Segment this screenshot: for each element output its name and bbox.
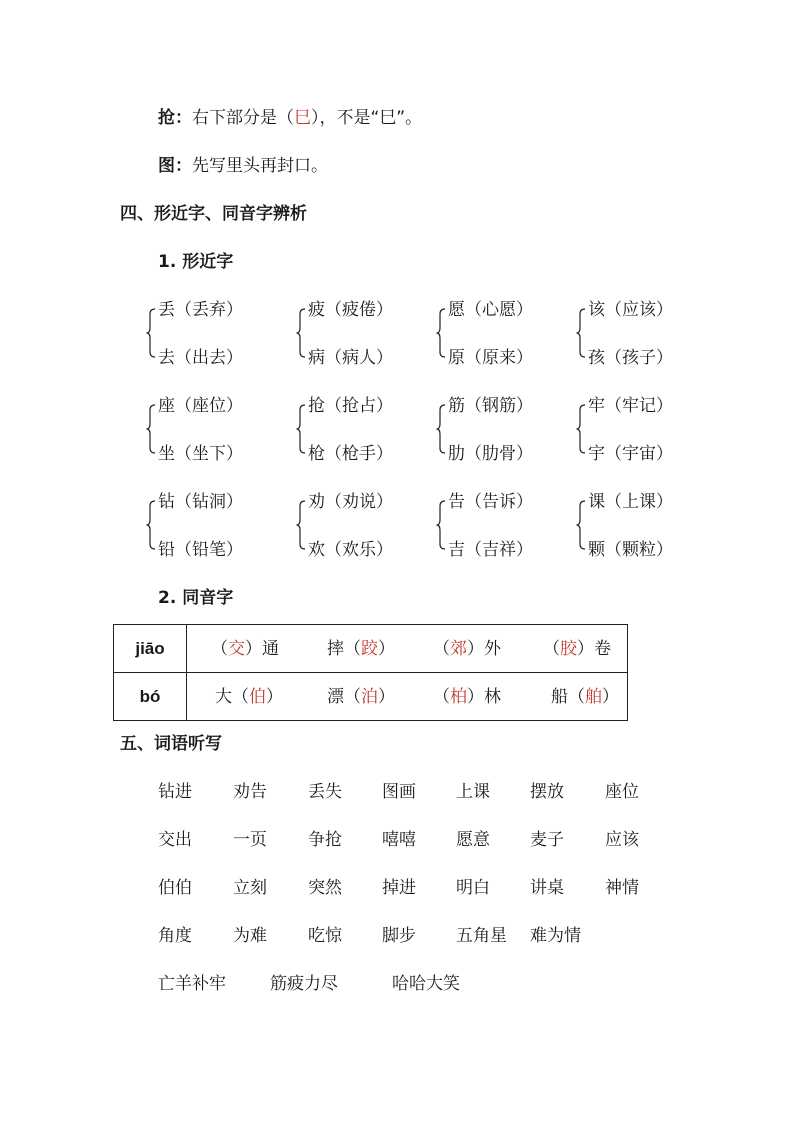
character-pair xyxy=(146,394,276,466)
character-pair xyxy=(146,298,276,370)
dictation-word: 为难 xyxy=(233,926,267,946)
dictation-word: 愿意 xyxy=(456,830,490,850)
dictation-word: 一页 xyxy=(233,830,267,850)
character-pair xyxy=(576,490,706,562)
pair-word: 原（原来） xyxy=(448,348,533,368)
character-pair xyxy=(296,490,426,562)
homophone-word: 漂（泊） xyxy=(327,687,395,707)
section-title: 五、词语听写 xyxy=(120,734,222,754)
note-text: 先写里头再封口。 xyxy=(192,156,328,176)
homophone-words xyxy=(187,673,628,721)
character-pair xyxy=(576,298,706,370)
dictation-word: 明白 xyxy=(456,878,490,898)
brace-icon xyxy=(576,500,586,550)
note-text: 右下部分是（ xyxy=(192,108,294,128)
table-row xyxy=(114,673,628,721)
pair-word: 枪（枪手） xyxy=(308,444,393,464)
pair-word: 宇（宇宙） xyxy=(588,444,673,464)
brace-icon xyxy=(146,404,156,454)
homophone-word: （交）通 xyxy=(211,639,279,659)
dictation-word: 座位 xyxy=(605,782,639,802)
character-pair xyxy=(436,490,566,562)
pair-word: 铅（铅笔） xyxy=(158,540,243,560)
dictation-word: 哈哈大笑 xyxy=(392,974,460,994)
dictation-word: 脚步 xyxy=(382,926,416,946)
note-char: 抢： xyxy=(158,108,192,128)
pair-word: 坐（坐下） xyxy=(158,444,243,464)
dictation-word: 伯伯 xyxy=(158,878,192,898)
pair-word: 丢（丢弃） xyxy=(158,300,243,320)
brace-icon xyxy=(576,308,586,358)
character-pair xyxy=(146,490,276,562)
dictation-word: 麦子 xyxy=(530,830,564,850)
dictation-word: 五角星 xyxy=(456,926,507,946)
dictation-word: 交出 xyxy=(158,830,192,850)
dictation-word: 钻进 xyxy=(158,782,192,802)
pair-word: 欢（欢乐） xyxy=(308,540,393,560)
pair-word: 告（告诉） xyxy=(448,492,533,512)
dictation-word: 筋疲力尽 xyxy=(270,974,338,994)
dictation-word: 难为情 xyxy=(530,926,581,946)
homophone-word: （胶）卷 xyxy=(543,639,611,659)
section-title: 四、形近字、同音字辨析 xyxy=(120,204,307,224)
dictation-word: 突然 xyxy=(308,878,342,898)
subsection-title: 2. 同音字 xyxy=(158,588,234,608)
pinyin-cell: bó xyxy=(114,673,187,721)
brace-icon xyxy=(436,404,446,454)
brace-icon xyxy=(146,500,156,550)
dictation-word: 摆放 xyxy=(530,782,564,802)
dictation-word: 劝告 xyxy=(233,782,267,802)
pair-word: 该（应该） xyxy=(588,300,673,320)
subsection-title: 1. 形近字 xyxy=(158,252,234,272)
dictation-word: 丢失 xyxy=(308,782,342,802)
pair-word: 牢（牢记） xyxy=(588,396,673,416)
note-text: ），不是“巳”。 xyxy=(311,108,423,128)
dictation-word: 掉进 xyxy=(382,878,416,898)
dictation-word: 上课 xyxy=(456,782,490,802)
table-row xyxy=(114,625,628,673)
character-pair xyxy=(296,298,426,370)
pair-word: 病（病人） xyxy=(308,348,393,368)
brace-icon xyxy=(296,308,306,358)
dictation-word: 吃惊 xyxy=(308,926,342,946)
dictation-word: 讲桌 xyxy=(530,878,564,898)
note-tu xyxy=(158,154,328,178)
note-qiang xyxy=(158,106,422,130)
pair-word: 座（座位） xyxy=(158,396,243,416)
character-pair xyxy=(296,394,426,466)
pair-word: 课（上课） xyxy=(588,492,673,512)
pair-word: 劝（劝说） xyxy=(308,492,393,512)
pair-word: 吉（吉祥） xyxy=(448,540,533,560)
dictation-word: 角度 xyxy=(158,926,192,946)
dictation-word: 图画 xyxy=(382,782,416,802)
pair-word: 疲（疲倦） xyxy=(308,300,393,320)
dictation-word: 立刻 xyxy=(233,878,267,898)
homophone-words xyxy=(187,625,628,673)
pinyin-cell: jiāo xyxy=(114,625,187,673)
brace-icon xyxy=(146,308,156,358)
brace-icon xyxy=(436,308,446,358)
character-pair xyxy=(436,298,566,370)
pair-word: 颗（颗粒） xyxy=(588,540,673,560)
pair-word: 筋（钢筋） xyxy=(448,396,533,416)
brace-icon xyxy=(296,404,306,454)
pair-word: 肋（肋骨） xyxy=(448,444,533,464)
pair-word: 去（出去） xyxy=(158,348,243,368)
pair-word: 愿（心愿） xyxy=(448,300,533,320)
homophone-word: （柏）林 xyxy=(433,687,501,707)
brace-icon xyxy=(296,500,306,550)
homophone-word: （郊）外 xyxy=(433,639,501,659)
character-pair xyxy=(576,394,706,466)
dictation-word: 亡羊补牢 xyxy=(158,974,226,994)
character-pair xyxy=(436,394,566,466)
pair-word: 钻（钻洞） xyxy=(158,492,243,512)
homophone-table xyxy=(113,624,628,721)
pair-word: 抢（抢占） xyxy=(308,396,393,416)
dictation-word: 神情 xyxy=(605,878,639,898)
pair-word: 孩（孩子） xyxy=(588,348,673,368)
note-highlight: 巳 xyxy=(294,108,311,128)
dictation-word: 争抢 xyxy=(308,830,342,850)
homophone-word: 摔（跤） xyxy=(327,639,395,659)
brace-icon xyxy=(576,404,586,454)
note-char: 图： xyxy=(158,156,192,176)
brace-icon xyxy=(436,500,446,550)
dictation-word: 嘻嘻 xyxy=(382,830,416,850)
dictation-word: 应该 xyxy=(605,830,639,850)
homophone-word: 船（舶） xyxy=(551,687,619,707)
homophone-word: 大（伯） xyxy=(215,687,283,707)
